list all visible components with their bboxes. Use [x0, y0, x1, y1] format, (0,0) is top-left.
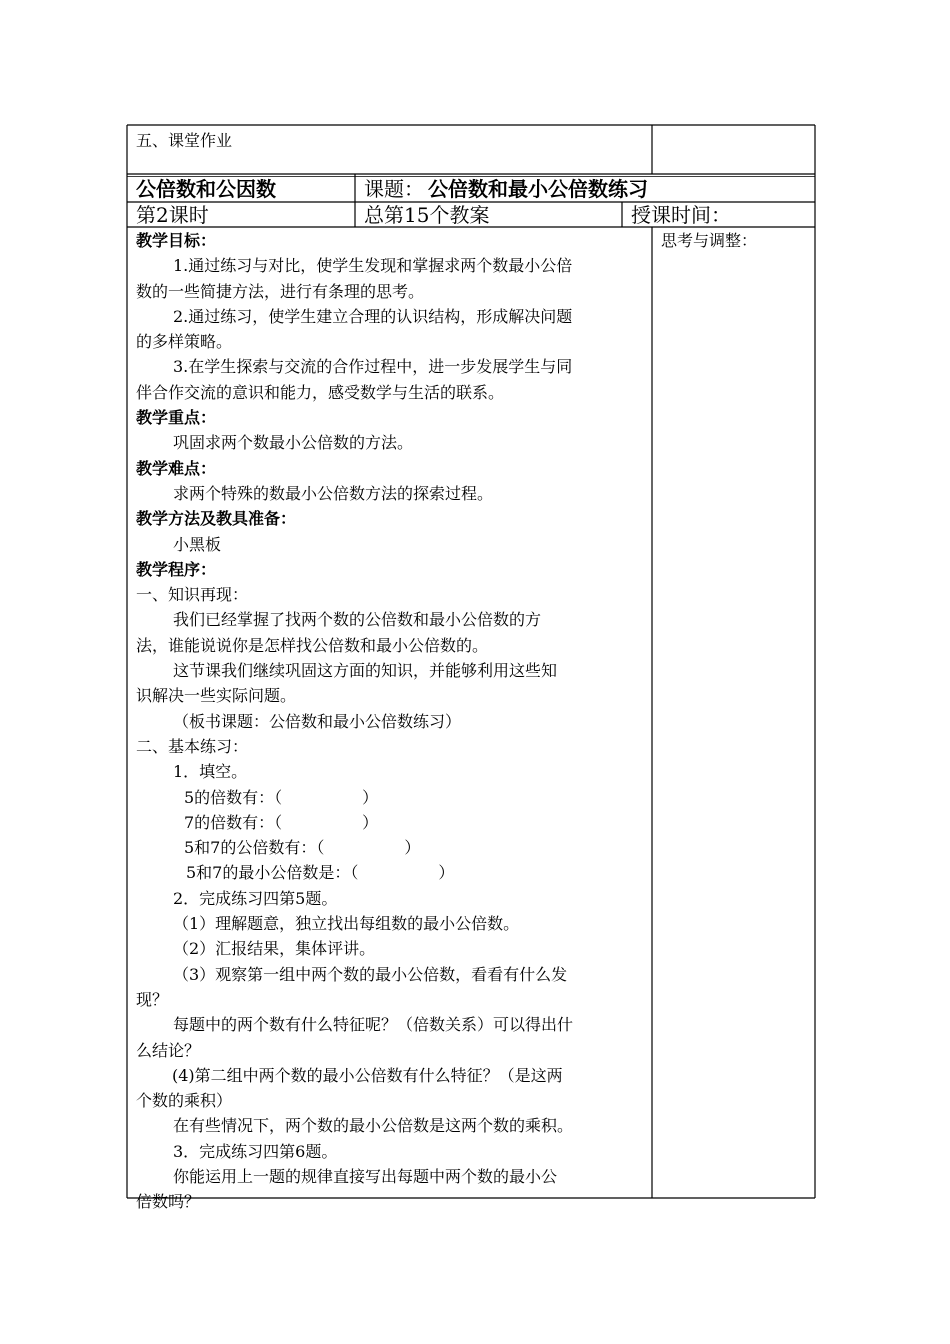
- body-line: 2．完成练习四第5题。: [173, 888, 338, 908]
- body-line: 数的一些简捷方法，进行有条理的思考。: [136, 281, 425, 301]
- section-heading-procedure: 教学程序：: [136, 559, 217, 579]
- lesson-body: [136, 228, 648, 1215]
- body-line: （板书课题：公倍数和最小公倍数练习）: [173, 711, 462, 731]
- body-line: 3．完成练习四第6题。: [173, 1141, 338, 1161]
- body-line: 5的倍数有：（ ）: [184, 787, 379, 807]
- body-line: 识解决一些实际问题。: [136, 686, 297, 706]
- reflection-label: 思考与调整：: [661, 231, 758, 250]
- body-line: （2）汇报结果，集体评讲。: [173, 939, 376, 959]
- body-line: 么结论？: [136, 1040, 201, 1060]
- section-heading-objectives: 教学目标：: [136, 231, 217, 250]
- body-line: （3）观察第一组中两个数的最小公倍数，看看有什么发: [173, 964, 568, 984]
- body-line: 这节课我们继续巩固这方面的知识，并能够利用这些知: [173, 661, 558, 681]
- section-heading-methods: 教学方法及教具准备：: [136, 509, 297, 529]
- body-line: 5和7的最小公倍数是：（ ）: [186, 863, 455, 883]
- body-line: 巩固求两个数最小公倍数的方法。: [173, 433, 414, 453]
- body-line: 二、基本练习：: [136, 736, 249, 756]
- unit-title: 公倍数和公因数: [136, 177, 276, 201]
- topic-title: 公倍数和最小公倍数练习: [428, 177, 648, 201]
- topic-label: 课题：: [364, 177, 424, 201]
- body-line: 现？: [136, 989, 169, 1009]
- top-row-heading: 五、课堂作业: [136, 131, 233, 150]
- body-line: 在有些情况下，两个数的最小公倍数是这两个数的乘积。: [173, 1116, 574, 1136]
- body-line: 3.在学生探索与交流的合作过程中，进一步发展学生与同: [173, 357, 573, 377]
- body-line: 1.通过练习与对比，使学生发现和掌握求两个数最小公倍: [173, 256, 573, 276]
- body-line: 个数的乘积）: [136, 1091, 233, 1111]
- lesson-number: 第2课时: [136, 203, 209, 227]
- body-line: (4)第二组中两个数的最小公倍数有什么特征？（是这两: [172, 1065, 563, 1085]
- section-heading-difficulties: 教学难点：: [136, 458, 217, 478]
- total-plan-number: 总第15个教案: [364, 203, 490, 227]
- body-line: 7的倍数有：（ ）: [184, 812, 379, 832]
- body-line: 伴合作交流的意识和能力，感受数学与生活的联系。: [136, 382, 505, 402]
- body-line: 法，谁能说说你是怎样找公倍数和最小公倍数的。: [136, 635, 489, 655]
- body-line: 你能运用上一题的规律直接写出每题中两个数的最小公: [173, 1166, 558, 1186]
- section-heading-key-points: 教学重点：: [136, 408, 217, 428]
- body-line: 求两个特殊的数最小公倍数方法的探索过程。: [173, 483, 494, 503]
- class-time-label: 授课时间：: [631, 203, 731, 227]
- body-line: 1．填空。: [173, 762, 248, 782]
- body-line: （1）理解题意，独立找出每组数的最小公倍数。: [173, 914, 520, 934]
- body-line: 我们已经掌握了找两个数的公倍数和最小公倍数的方: [173, 610, 542, 630]
- body-line: 一、知识再现：: [136, 585, 249, 605]
- body-line: 每题中的两个数有什么特征呢？（倍数关系）可以得出什: [173, 1015, 574, 1035]
- body-line: 的多样策略。: [136, 332, 233, 352]
- body-line: 5和7的公倍数有：（ ）: [184, 838, 421, 858]
- body-line: 2.通过练习，使学生建立合理的认识结构，形成解决问题: [173, 306, 573, 326]
- body-line: 小黑板: [173, 534, 222, 554]
- body-line: 倍数吗？: [136, 1192, 201, 1212]
